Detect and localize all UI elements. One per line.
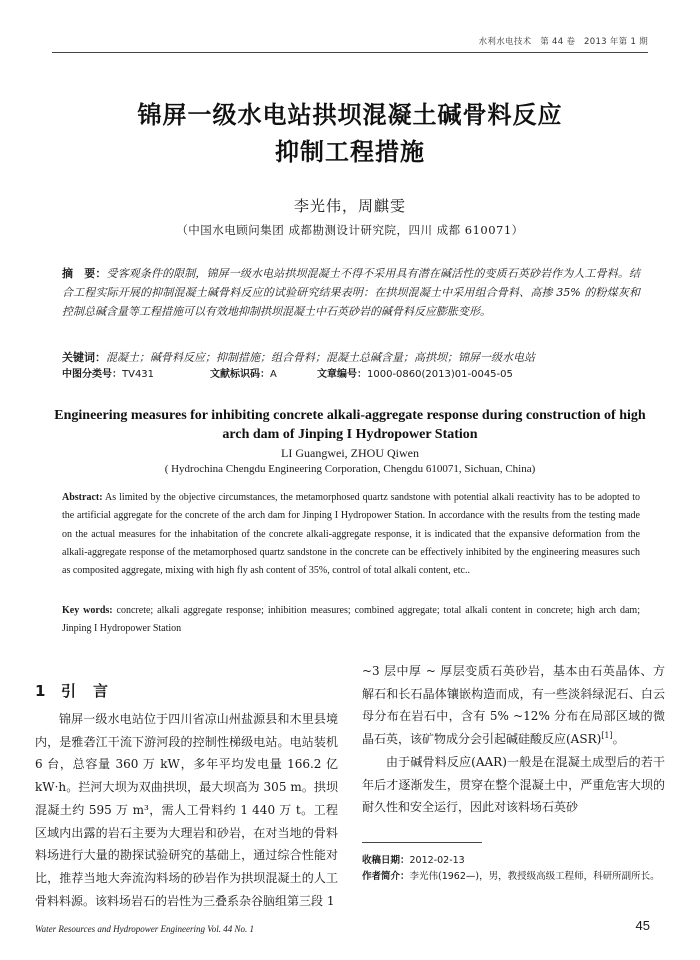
page-number: 45 (635, 918, 650, 933)
keywords-en-label: Key words: (62, 605, 113, 616)
clc-label: 中图分类号： (62, 369, 122, 380)
authors-cn: 李光伟，周麒雯 (293, 197, 406, 215)
body-left-column: 锦屏一级水电站位于四川省凉山州盐源县和木里县境内，是雅砻江干流下游河段的控制性梯级电站。电站装机 6 台，总容量 360 万 kW，多年平均发电量 166.2 亿 kW·h。拦河大坝为双曲拱坝，最大坝高为 305 m。拱坝混凝土约 595 万 m³，需人工骨料约 1 440 万 t。工程区域内出露的岩石主要为大理岩和砂岩，在对当地的骨料料场进行大量的勘探试验研究的基础上，通过综合性能对比，推荐当地大奔流沟料场的砂岩作为拱坝混凝土的人工骨料料源。该料场岩石的岩性为三叠系杂谷脑组第三段 1 (35, 712, 338, 908)
section-number: 1 (35, 682, 47, 700)
keywords-cn (62, 349, 640, 367)
received-label: 收稿日期： (362, 855, 410, 866)
body-right-para1-end: 。 (612, 732, 625, 747)
title-en: Engineering measures for inhibiting concrete alkali-aggregate response during construction of high arch dam of Jinping I Hydropower Station (54, 408, 646, 442)
footnote-received (362, 853, 665, 869)
header-rule (52, 52, 648, 53)
title-cn-line2: 抑制工程措施 (275, 138, 425, 166)
keywords-en-text: concrete; alkali aggregate response; inhibition measures; combined aggregate; total alkali content in concrete; high arch dam; Jinping I Hydropower Station (62, 605, 640, 635)
keywords-en (62, 602, 640, 639)
author-bio-value: 李光伟(1962—)，男，教授级高级工程师，科研所副所长。 (409, 871, 660, 882)
doc-code-label: 文献标识码： (210, 369, 270, 380)
abstract-cn (62, 264, 640, 321)
footer-journal: Water Resources and Hydropower Engineering Vol. 44 No. 1 (35, 924, 254, 934)
running-head: 水利水电技术 第 44 卷 2013 年第 1 期 (478, 37, 648, 47)
body-right-para1-text: ~3 层中厚 ~ 厚层变质石英砂岩，基本由石英晶体、方解石和长石晶体镶嵌构造而成，有一些淡斜绿泥石、白云母分布在岩石中，含有 5% ~12% 分布在局部区域的微晶石英，该矿物成分会引起碱硅酸反应(ASR) (362, 664, 665, 747)
article-no-label: 文章编号： (317, 369, 367, 380)
section-heading (35, 680, 109, 701)
title-cn-line1: 锦屏一级水电站拱坝混凝土碱骨料反应 (137, 101, 563, 129)
keywords-cn-label: 关键词： (62, 351, 106, 364)
footnote-author (362, 869, 665, 885)
author-bio-label: 作者简介： (362, 871, 410, 882)
abstract-en-text: As limited by the objective circumstances, the metamorphosed quartz sandstone with potential alkali reactivity has to be adopted to the artificial aggregate for the concrete of the arch dam for Jinping I Hydropower Station. In accordance with the results from the testing made on the actual measures for the inhabitation of the concrete alkali-aggregate response, it is indicated that the expansive deformation from the alkali-aggregate response of the metamorphosed quartz sandstone in the concrete can be effectively inhibited by the engineering measures such as composited aggregate, mixing with high fly ash content of 35%, control of total alkali content, etc.. (62, 492, 640, 577)
abstract-cn-text: 受客观条件的限制，锦屏一级水电站拱坝混凝土不得不采用具有潜在碱活性的变质石英砂岩作为人工骨料。结合工程实际开展的抑制混凝土碱骨料反应的试验研究结果表明：在拱坝混凝土中采用组合骨料、高掺 35% 的粉煤灰和控制总碱含量等工程措施可以有效地抑制拱坝混凝土中石英砂岩的碱骨料反应膨胀变形。 (62, 267, 641, 318)
abstract-en-label: Abstract: (62, 492, 103, 503)
received-value: 2012-02-13 (409, 855, 465, 866)
classification-row (62, 367, 513, 383)
footnote (362, 853, 665, 885)
abstract-en (62, 489, 640, 580)
section-title: 引 言 (61, 682, 110, 700)
keywords-cn-text: 混凝土；碱骨料反应；抑制措施；组合骨料；混凝土总碱含量；高拱坝；锦屏一级水电站 (106, 351, 535, 364)
affiliation-en: ( Hydrochina Chengdu Engineering Corporation, Chengdu 610071, Sichuan, China) (164, 463, 536, 475)
article-no-value: 1000-0860(2013)01-0045-05 (367, 369, 513, 380)
clc-value: TV431 (122, 369, 155, 380)
body-right-para2: 由于碱骨料反应(AAR)一般是在混凝土成型后的若干年后才逐渐发生，贯穿在整个混凝土中，严重危害大坝的耐久性和安全运行，因此对该料场石英砂 (362, 754, 665, 815)
affiliation-cn: （中国水电顾问集团 成都勘测设计研究院，四川 成都 610071） (176, 223, 524, 237)
body-right-para1 (362, 660, 665, 751)
authors-en: LI Guangwei, ZHOU Qiwen (281, 446, 419, 460)
body-right-column (362, 660, 665, 819)
doc-code-value: A (270, 369, 277, 380)
abstract-cn-label: 摘 要： (62, 267, 107, 280)
citation-ref[interactable]: [1] (601, 731, 613, 741)
footnote-rule (362, 842, 482, 843)
